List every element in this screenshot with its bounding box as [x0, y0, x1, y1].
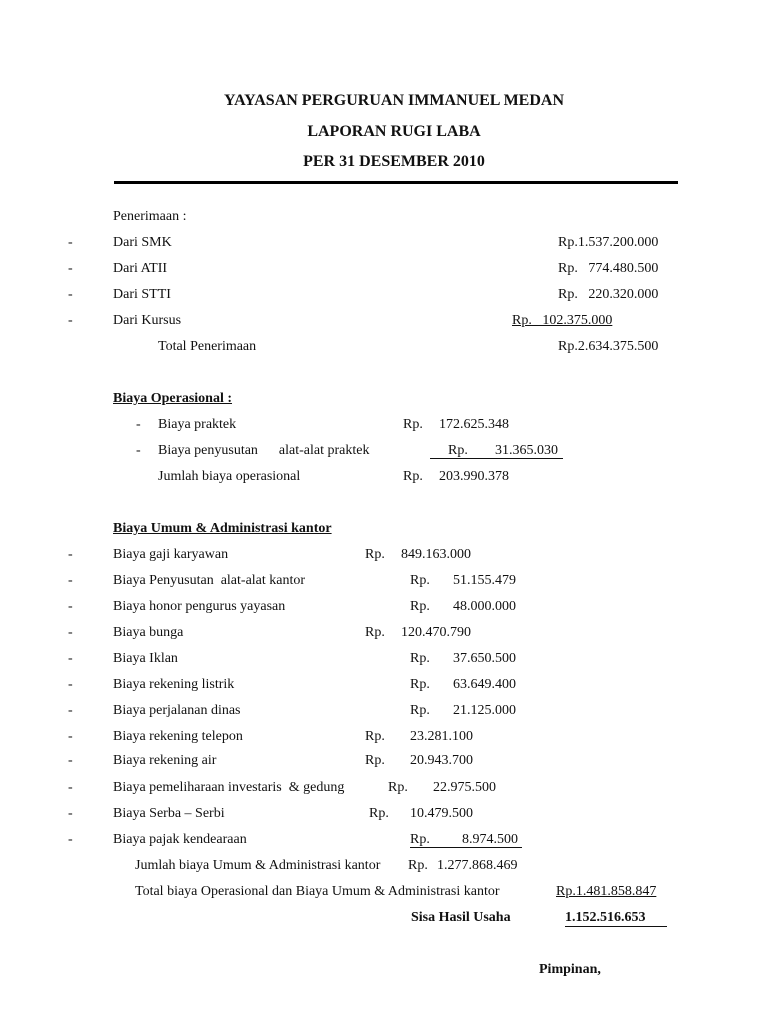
org-title: YAYASAN PERGURUAN IMMANUEL MEDAN — [223, 92, 565, 109]
report-period: PER 31 DESEMBER 2010 — [303, 153, 485, 170]
bullet: - — [68, 573, 73, 588]
general-amount: 37.650.500 — [453, 651, 516, 666]
general-label: Biaya pajak kendearaan — [113, 832, 247, 847]
general-total-label: Jumlah biaya Umum & Administrasi kantor — [135, 858, 381, 873]
general-label: Biaya Penyusutan alat-alat kantor — [113, 573, 306, 588]
general-label: Biaya rekening telepon — [113, 729, 243, 744]
revenue-label: Dari ATII — [113, 261, 168, 276]
revenue-label: Dari SMK — [113, 235, 172, 250]
operational-currency: Rp. — [403, 417, 423, 432]
general-amount: 22.975.500 — [433, 780, 496, 795]
revenue-amount: Rp. 102.375.000 — [512, 313, 613, 328]
general-total-amount: 1.277.868.469 — [437, 858, 518, 873]
revenue-total-label: Total Penerimaan — [158, 339, 257, 354]
general-currency: Rp. — [410, 832, 430, 847]
bullet: - — [68, 729, 73, 744]
grand-total-label: Total biaya Operasional dan Biaya Umum & Administrasi kantor — [135, 884, 500, 899]
general-currency: Rp. — [365, 753, 385, 768]
general-label: Biaya Serba – Serbi — [113, 806, 225, 821]
general-amount: 20.943.700 — [410, 753, 473, 768]
general-currency: Rp. — [365, 729, 385, 744]
general-currency: Rp. — [365, 547, 385, 562]
general-amount: 63.649.400 — [453, 677, 516, 692]
general-currency: Rp. — [410, 573, 430, 588]
bullet: - — [68, 287, 73, 302]
general-label: Biaya perjalanan dinas — [113, 703, 241, 718]
general-heading: Biaya Umum & Administrasi kantor — [113, 521, 332, 536]
general-amount: 23.281.100 — [410, 729, 473, 744]
general-amount: 21.125.000 — [453, 703, 516, 718]
report-title: LAPORAN RUGI LABA — [307, 123, 481, 140]
result-label: Sisa Hasil Usaha — [411, 910, 511, 925]
operational-total-amount: 203.990.378 — [439, 469, 509, 484]
bullet: - — [136, 443, 141, 458]
header-divider — [114, 181, 678, 184]
operational-currency: Rp. — [448, 443, 468, 458]
grand-total-amount: Rp.1.481.858.847 — [556, 884, 657, 899]
operational-total-label: Jumlah biaya operasional — [158, 469, 301, 484]
bullet: - — [68, 235, 73, 250]
bullet: - — [136, 417, 141, 432]
result-amount: 1.152.516.653 — [565, 910, 646, 925]
revenue-label: Dari STTI — [113, 287, 171, 302]
operational-amount: 172.625.348 — [439, 417, 509, 432]
bullet: - — [68, 806, 73, 821]
general-total-currency: Rp. — [408, 858, 428, 873]
bullet: - — [68, 651, 73, 666]
bullet: - — [68, 832, 73, 847]
general-label: Biaya bunga — [113, 625, 184, 640]
operational-amount: 31.365.030 — [495, 443, 558, 458]
operational-label: Biaya praktek — [158, 417, 237, 432]
general-currency: Rp. — [410, 599, 430, 614]
general-currency: Rp. — [369, 806, 389, 821]
revenue-amount: Rp. 774.480.500 — [558, 261, 659, 276]
bullet: - — [68, 547, 73, 562]
general-amount: 10.479.500 — [410, 806, 473, 821]
revenue-label: Dari Kursus — [113, 313, 182, 328]
bullet: - — [68, 625, 73, 640]
general-amount: 8.974.500 — [462, 832, 518, 847]
general-currency: Rp. — [388, 780, 408, 795]
bullet: - — [68, 677, 73, 692]
signature-label: Pimpinan, — [539, 962, 601, 977]
general-label: Biaya honor pengurus yayasan — [113, 599, 286, 614]
general-amount: 48.000.000 — [453, 599, 516, 614]
general-amount: 849.163.000 — [401, 547, 471, 562]
bullet: - — [68, 261, 73, 276]
bullet: - — [68, 599, 73, 614]
general-label: Biaya rekening air — [113, 753, 217, 768]
general-label: Biaya pemeliharaan investaris & gedung — [113, 780, 345, 795]
revenue-heading: Penerimaan : — [113, 209, 187, 224]
general-currency: Rp. — [410, 677, 430, 692]
general-label: Biaya rekening listrik — [113, 677, 235, 692]
operational-total-currency: Rp. — [403, 469, 423, 484]
bullet: - — [68, 753, 73, 768]
operational-heading: Biaya Operasional : — [113, 391, 233, 406]
operational-label: Biaya penyusutan alat-alat praktek — [158, 443, 370, 458]
general-label: Biaya gaji karyawan — [113, 547, 229, 562]
bullet: - — [68, 780, 73, 795]
general-currency: Rp. — [410, 703, 430, 718]
bullet: - — [68, 703, 73, 718]
revenue-total-amount: Rp.2.634.375.500 — [558, 339, 659, 354]
general-label: Biaya Iklan — [113, 651, 178, 666]
general-currency: Rp. — [365, 625, 385, 640]
general-currency: Rp. — [410, 651, 430, 666]
revenue-amount: Rp. 220.320.000 — [558, 287, 659, 302]
general-amount: 51.155.479 — [453, 573, 516, 588]
bullet: - — [68, 313, 73, 328]
revenue-amount: Rp.1.537.200.000 — [558, 235, 659, 250]
general-amount: 120.470.790 — [401, 625, 471, 640]
